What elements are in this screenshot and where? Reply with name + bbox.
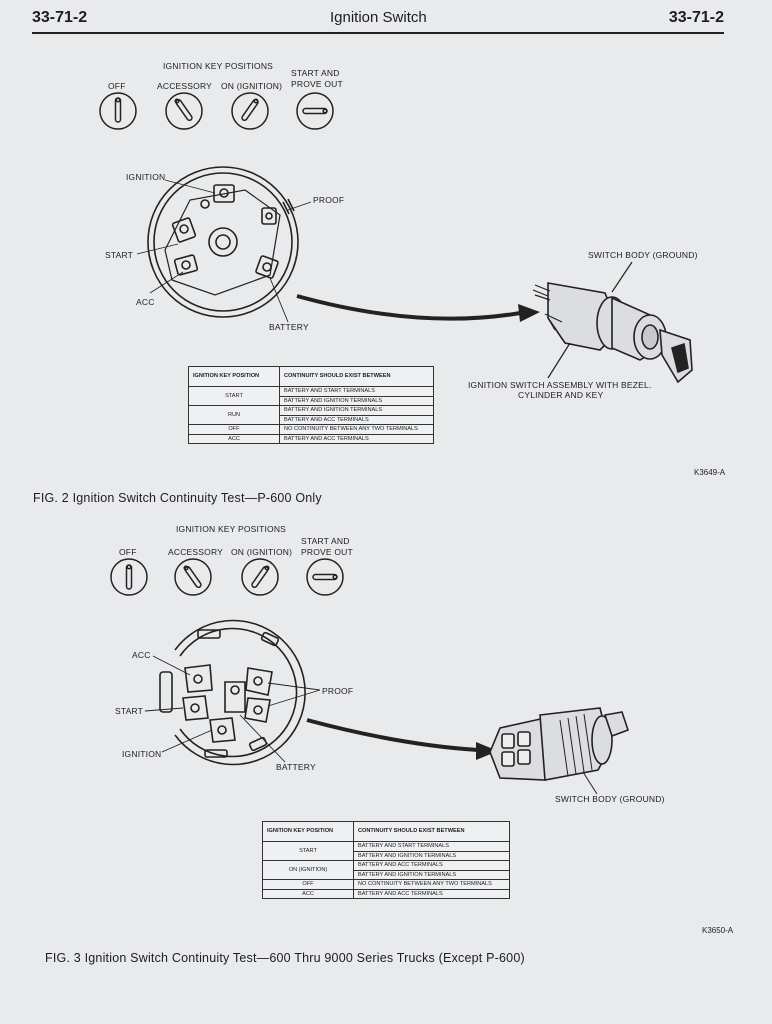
page-title: Ignition Switch xyxy=(330,9,427,26)
page-number-left: 33-71-2 xyxy=(32,9,88,26)
fig3-label-proof: PROOF xyxy=(322,686,354,696)
fig2-table-header-position: IGNITION KEY POSITION xyxy=(189,367,280,387)
fig3-row-start-line1: BATTERY AND START TERMINALS xyxy=(358,843,449,849)
fig3-row-on-line2: BATTERY AND IGNITION TERMINALS xyxy=(354,870,509,879)
fig3-pos-accessory: ACCESSORY xyxy=(168,547,224,557)
fig3-row-on-pos: ON (IGNITION) xyxy=(263,861,354,880)
table-row xyxy=(263,861,510,880)
fig2-label-battery: BATTERY xyxy=(269,322,309,332)
fig2-row-run-pos: RUN xyxy=(189,406,280,425)
fig3-row-on-line1: BATTERY AND ACC TERMINALS xyxy=(358,862,443,868)
fig3-pos-start-1: START AND xyxy=(301,536,350,546)
fig2-label-ignition: IGNITION xyxy=(126,172,166,182)
fig2-label-assembly-1: IGNITION SWITCH ASSEMBLY WITH BEZEL. xyxy=(468,380,652,390)
fig2-label-start: START xyxy=(105,250,134,260)
table-row xyxy=(263,880,510,890)
fig2-label-switch-body: SWITCH BODY (GROUND) xyxy=(588,250,698,260)
fig2-pos-start-2: PROVE OUT xyxy=(291,79,343,89)
fig3-pos-off: OFF xyxy=(119,547,137,557)
fig3-label-switch-body: SWITCH BODY (GROUND) xyxy=(555,794,665,804)
fig2-row-start-pos: START xyxy=(189,387,280,406)
fig2-pos-start-1: START AND xyxy=(291,68,340,78)
fig3-continuity-table xyxy=(262,821,510,899)
fig2-row-off-line1: NO CONTINUITY BETWEEN ANY TWO TERMINALS xyxy=(280,425,434,435)
fig3-label-acc: ACC xyxy=(132,650,151,660)
fig2-row-acc-line1: BATTERY AND ACC TERMINALS xyxy=(280,434,434,444)
fig2-row-start-line2: BATTERY AND IGNITION TERMINALS xyxy=(280,396,433,405)
fig3-pos-on: ON (IGNITION) xyxy=(231,547,293,557)
fig2-row-run-line1: BATTERY AND IGNITION TERMINALS xyxy=(284,407,383,413)
fig3-table-header-continuity: CONTINUITY SHOULD EXIST BETWEEN xyxy=(354,822,510,842)
fig3-row-start-line2: BATTERY AND IGNITION TERMINALS xyxy=(354,851,509,860)
fig2-caption: FIG. 2 Ignition Switch Continuity Test—P-600 Only xyxy=(33,491,322,505)
fig2-row-start-line1: BATTERY AND START TERMINALS xyxy=(284,388,375,394)
fig2-pos-on: ON (IGNITION) xyxy=(221,81,283,91)
fig3-caption: FIG. 3 Ignition Switch Continuity Test—600 Thru 9000 Series Trucks (Except P-600) xyxy=(45,951,525,965)
fig2-row-off-pos: OFF xyxy=(189,425,280,435)
page-number-right: 33-71-2 xyxy=(668,9,724,26)
fig3-row-acc-line1: BATTERY AND ACC TERMINALS xyxy=(354,889,510,899)
fig3-key-positions-title: IGNITION KEY POSITIONS xyxy=(176,524,287,534)
fig2-row-acc-pos: ACC xyxy=(189,434,280,444)
fig3-label-ignition: IGNITION xyxy=(122,749,162,759)
fig3-row-off-pos: OFF xyxy=(263,880,354,890)
fig2-pos-off: OFF xyxy=(108,81,126,91)
fig3-row-off-line1: NO CONTINUITY BETWEEN ANY TWO TERMINALS xyxy=(354,880,510,890)
fig2-pos-accessory: ACCESSORY xyxy=(157,81,213,91)
fig2-label-assembly-2: CYLINDER AND KEY xyxy=(518,390,604,400)
fig2-row-run-line2: BATTERY AND ACC TERMINALS xyxy=(280,415,433,424)
fig2-table-header-continuity: CONTINUITY SHOULD EXIST BETWEEN xyxy=(280,367,434,387)
fig3-pos-start-2: PROVE OUT xyxy=(301,547,353,557)
fig2-key-positions-title: IGNITION KEY POSITIONS xyxy=(163,61,274,71)
table-row xyxy=(263,842,510,861)
fig3-row-acc-pos: ACC xyxy=(263,889,354,899)
fig2-label-acc: ACC xyxy=(136,297,155,307)
table-row xyxy=(263,889,510,899)
fig3-table-header-position: IGNITION KEY POSITION xyxy=(263,822,354,842)
fig3-code: K3650-A xyxy=(702,926,734,935)
fig3-label-battery: BATTERY xyxy=(276,762,316,772)
fig3-row-start-pos: START xyxy=(263,842,354,861)
fig2-code: K3649-A xyxy=(694,468,726,477)
fig2-label-proof: PROOF xyxy=(313,195,345,205)
fig3-label-start: START xyxy=(115,706,144,716)
